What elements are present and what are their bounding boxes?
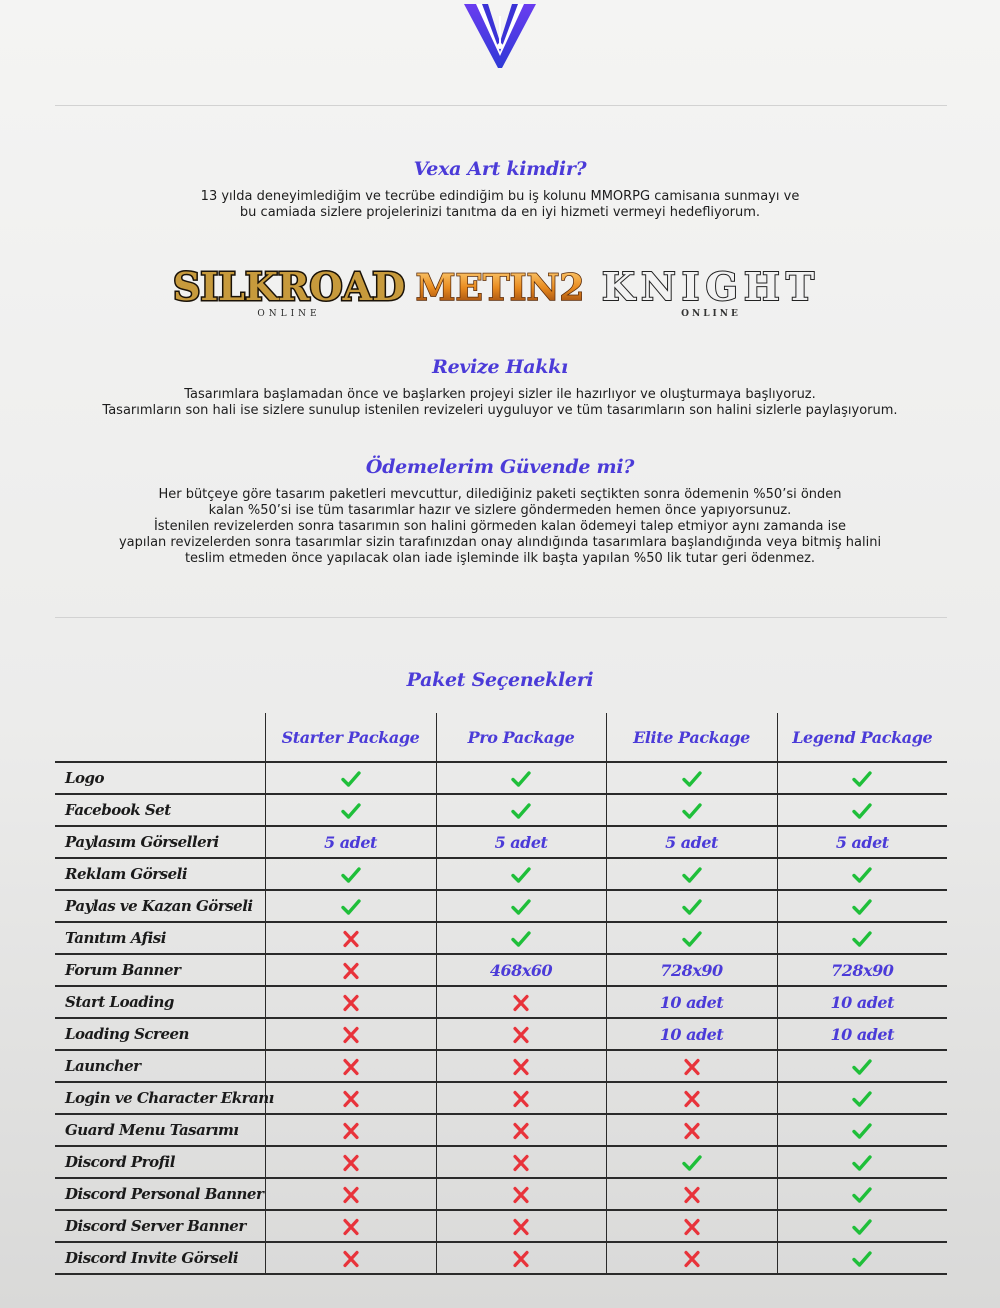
- check-icon: [341, 802, 361, 820]
- table-row: [55, 1114, 947, 1146]
- cross-icon: [682, 1090, 702, 1108]
- package-cell: [436, 1114, 606, 1146]
- package-cell: [777, 986, 947, 1018]
- packages-title: Paket Seçenekleri: [406, 669, 594, 691]
- package-cell: [265, 1178, 436, 1210]
- table-row: [55, 890, 947, 922]
- package-cell: [436, 954, 606, 986]
- check-icon: [511, 898, 531, 916]
- cross-icon: [341, 1250, 361, 1268]
- feature-label: Login ve Character Ekranı: [55, 1082, 265, 1114]
- check-icon: [511, 802, 531, 820]
- check-icon: [341, 770, 361, 788]
- package-cell: [606, 826, 777, 858]
- feature-label: Forum Banner: [55, 954, 265, 986]
- check-icon: [852, 770, 872, 788]
- svg-text:METIN2: METIN2: [415, 267, 585, 309]
- column-header-elite: Elite Package: [606, 713, 777, 762]
- revision-text: [60, 387, 940, 419]
- table-row: [55, 1018, 947, 1050]
- table-header-row: [55, 713, 947, 762]
- middle-divider: [55, 617, 947, 618]
- feature-label: Launcher: [55, 1050, 265, 1082]
- svg-text:ONLINE: ONLINE: [681, 309, 741, 319]
- about-title: Vexa Art kimdir?: [413, 158, 587, 180]
- column-header-pro: Pro Package: [436, 713, 606, 762]
- feature-label: Paylasım Görselleri: [55, 826, 265, 858]
- cross-icon: [511, 1122, 531, 1140]
- about-text: [60, 189, 940, 221]
- package-value: 10 adet: [659, 1024, 724, 1044]
- package-cell: [606, 1210, 777, 1242]
- check-icon: [852, 1218, 872, 1236]
- package-cell: [606, 1082, 777, 1114]
- cross-icon: [682, 1186, 702, 1204]
- package-cell: [436, 922, 606, 954]
- check-icon: [682, 898, 702, 916]
- cross-icon: [341, 1090, 361, 1108]
- table-row: [55, 1146, 947, 1178]
- feature-label: Facebook Set: [55, 794, 265, 826]
- package-cell: [606, 1178, 777, 1210]
- cross-icon: [341, 1122, 361, 1140]
- package-value: 728x90: [831, 960, 894, 980]
- table-row: [55, 1050, 947, 1082]
- about-line: 13 yılda deneyimlediğim ve tecrübe edindiğim bu iş kolunu MMORPG camisanıa sunmayı ve: [200, 189, 800, 204]
- check-icon: [682, 866, 702, 884]
- cross-icon: [341, 994, 361, 1012]
- package-cell: [265, 794, 436, 826]
- cross-icon: [341, 930, 361, 948]
- package-cell: [606, 794, 777, 826]
- table-row: [55, 1210, 947, 1242]
- feature-label: Reklam Görseli: [55, 858, 265, 890]
- feature-label: Discord Server Banner: [55, 1210, 265, 1242]
- check-icon: [682, 802, 702, 820]
- package-cell: [265, 1018, 436, 1050]
- package-cell: [265, 1082, 436, 1114]
- check-icon: [341, 866, 361, 884]
- package-cell: [606, 1114, 777, 1146]
- revision-title: Revize Hakkı: [432, 356, 568, 378]
- package-cell: [777, 858, 947, 890]
- package-cell: [265, 1242, 436, 1274]
- package-value: 10 adet: [659, 992, 724, 1012]
- about-line: bu camiada sizlere projelerinizi tanıtma da en iyi hizmeti vermeyi hedefliyorum.: [239, 205, 761, 220]
- table-row: [55, 794, 947, 826]
- package-cell: [436, 826, 606, 858]
- top-divider: [55, 105, 947, 106]
- package-value: 10 adet: [830, 992, 894, 1012]
- cross-icon: [682, 1058, 702, 1076]
- revision-line: Tasarımların son hali ise sizlere sunulup istenilen revizeleri uyguluyor ve tüm tasarımların son halini sizlerle paylaşıyorum.: [102, 403, 898, 418]
- package-cell: [436, 762, 606, 794]
- cross-icon: [682, 1122, 702, 1140]
- package-value: 10 adet: [830, 1024, 894, 1044]
- check-icon: [852, 1186, 872, 1204]
- package-cell: [436, 1018, 606, 1050]
- table-row: [55, 858, 947, 890]
- table-row: [55, 826, 947, 858]
- cross-icon: [341, 1218, 361, 1236]
- feature-label: Start Loading: [55, 986, 265, 1018]
- revision-line: Tasarımlara başlamadan önce ve başlarken projeyi sizler ile hazırlıyor ve oluşturmaya başlıyoruz.: [184, 387, 816, 402]
- cross-icon: [341, 1058, 361, 1076]
- table-row: [55, 1242, 947, 1274]
- package-cell: [436, 1082, 606, 1114]
- package-cell: [436, 794, 606, 826]
- package-cell: [606, 986, 777, 1018]
- table-row: [55, 1178, 947, 1210]
- check-icon: [852, 1250, 872, 1268]
- package-value: 5 adet: [665, 832, 718, 852]
- package-cell: [606, 1242, 777, 1274]
- package-cell: [436, 1178, 606, 1210]
- package-cell: [436, 1242, 606, 1274]
- package-cell: [265, 1050, 436, 1082]
- check-icon: [682, 930, 702, 948]
- check-icon: [852, 1058, 872, 1076]
- feature-label: Paylas ve Kazan Görseli: [55, 890, 265, 922]
- cross-icon: [511, 1058, 531, 1076]
- package-value: 728x90: [660, 960, 723, 980]
- package-cell: [265, 762, 436, 794]
- package-cell: [436, 890, 606, 922]
- package-cell: [265, 954, 436, 986]
- column-header-legend: Legend Package: [777, 713, 947, 762]
- feature-label: Discord Invite Görseli: [55, 1242, 265, 1274]
- package-cell: [777, 826, 947, 858]
- check-icon: [852, 930, 872, 948]
- package-comparison-table: [55, 713, 947, 1275]
- package-cell: [436, 1050, 606, 1082]
- check-icon: [511, 866, 531, 884]
- package-cell: [436, 858, 606, 890]
- package-cell: [777, 1082, 947, 1114]
- package-cell: [777, 794, 947, 826]
- cross-icon: [511, 994, 531, 1012]
- check-icon: [852, 802, 872, 820]
- table-row: [55, 762, 947, 794]
- feature-label: Logo: [55, 762, 265, 794]
- package-cell: [606, 1018, 777, 1050]
- payment-line: kalan %50’si ise tüm tasarımlar hazır ve sizlere göndermeden hemen önce yapıyorsunuz.: [208, 503, 792, 518]
- table-row: [55, 986, 947, 1018]
- cross-icon: [511, 1154, 531, 1172]
- package-value: 5 adet: [494, 832, 548, 852]
- cross-icon: [341, 1026, 361, 1044]
- package-cell: [606, 922, 777, 954]
- package-cell: [777, 1146, 947, 1178]
- package-cell: [436, 1146, 606, 1178]
- table-corner: [55, 713, 265, 762]
- package-value: 5 adet: [324, 832, 377, 852]
- package-cell: [777, 1210, 947, 1242]
- package-cell: [265, 890, 436, 922]
- cross-icon: [682, 1218, 702, 1236]
- payment-text: [60, 487, 940, 567]
- cross-icon: [511, 1186, 531, 1204]
- table-row: [55, 1082, 947, 1114]
- cross-icon: [682, 1250, 702, 1268]
- check-icon: [682, 770, 702, 788]
- knight-online-logo-icon: [601, 254, 821, 320]
- package-cell: [606, 858, 777, 890]
- payment-line: teslim etmeden önce yapılacak olan iade işleminde ilk başta yapılan %50 lik tutar geri ödenmez.: [184, 551, 816, 566]
- package-value: 5 adet: [835, 832, 889, 852]
- package-cell: [606, 1146, 777, 1178]
- package-cell: [777, 922, 947, 954]
- check-icon: [682, 1154, 702, 1172]
- package-cell: [777, 1114, 947, 1146]
- payment-line: İstenilen revizelerden sonra tasarımın son halini görmeden kalan ödemeyi talep etmiyor aynı zamanda ise: [153, 519, 847, 534]
- silkroad-online-logo-icon: [172, 254, 406, 320]
- package-cell: [777, 890, 947, 922]
- svg-text:ONLINE: ONLINE: [257, 309, 321, 319]
- table-row: [55, 922, 947, 954]
- package-cell: [265, 1210, 436, 1242]
- package-cell: [606, 954, 777, 986]
- payment-line: Her bütçeye göre tasarım paketleri mevcuttur, dilediğiniz paketi seçtikten sonra ödemenin %50’si önden: [158, 487, 842, 502]
- cross-icon: [341, 1186, 361, 1204]
- svg-text:KNIGHT: KNIGHT: [601, 264, 821, 309]
- table-row: [55, 954, 947, 986]
- feature-label: Discord Profil: [55, 1146, 265, 1178]
- check-icon: [852, 1154, 872, 1172]
- package-cell: [436, 986, 606, 1018]
- package-cell: [777, 1178, 947, 1210]
- package-cell: [606, 762, 777, 794]
- package-cell: [777, 1018, 947, 1050]
- cross-icon: [511, 1250, 531, 1268]
- package-cell: [777, 1242, 947, 1274]
- package-cell: [606, 1050, 777, 1082]
- feature-label: Loading Screen: [55, 1018, 265, 1050]
- cross-icon: [341, 1154, 361, 1172]
- feature-label: Guard Menu Tasarımı: [55, 1114, 265, 1146]
- check-icon: [341, 898, 361, 916]
- feature-label: Discord Personal Banner: [55, 1178, 265, 1210]
- package-cell: [777, 1050, 947, 1082]
- package-cell: [265, 986, 436, 1018]
- check-icon: [852, 866, 872, 884]
- package-cell: [777, 762, 947, 794]
- package-value: 468x60: [489, 960, 553, 980]
- check-icon: [852, 898, 872, 916]
- package-cell: [777, 954, 947, 986]
- metin2-logo-icon: [412, 254, 588, 320]
- vexa-pen-nib-logo-icon: [462, 2, 538, 70]
- package-cell: [436, 1210, 606, 1242]
- feature-label: Tanıtım Afisi: [55, 922, 265, 954]
- package-cell: [265, 1146, 436, 1178]
- package-cell: [265, 858, 436, 890]
- svg-text:SILKROAD: SILKROAD: [172, 264, 406, 309]
- package-cell: [265, 1114, 436, 1146]
- package-cell: [265, 922, 436, 954]
- package-cell: [265, 826, 436, 858]
- column-header-starter: Starter Package: [265, 713, 436, 762]
- payment-title: Ödemelerim Güvende mi?: [365, 456, 635, 478]
- check-icon: [852, 1122, 872, 1140]
- check-icon: [511, 930, 531, 948]
- payment-line: yapılan revizelerden sonra tasarımlar sizin tarafınızdan onay alındığında tasarımlara başlandığında veya bitmiş halini: [118, 535, 882, 550]
- cross-icon: [341, 962, 361, 980]
- check-icon: [511, 770, 531, 788]
- cross-icon: [511, 1090, 531, 1108]
- cross-icon: [511, 1218, 531, 1236]
- check-icon: [852, 1090, 872, 1108]
- package-cell: [606, 890, 777, 922]
- cross-icon: [511, 1026, 531, 1044]
